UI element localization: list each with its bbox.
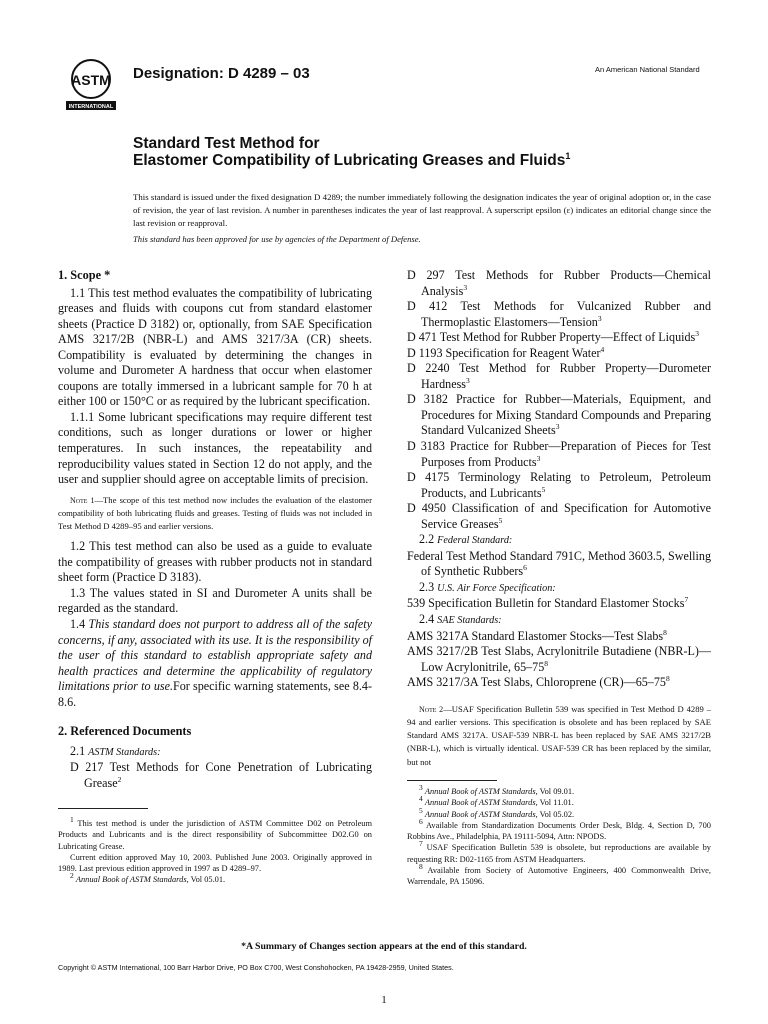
sae-standards-label	[407, 612, 711, 629]
footnote-3-tail: , Vol 09.01.	[535, 787, 575, 796]
ref-federal-text: Federal Test Method Standard 791C, Method 3603.5, Swelling of Synthetic Rubbers	[407, 548, 711, 579]
footnote-5	[407, 805, 711, 820]
astm-ref-item	[407, 439, 711, 470]
astm-logo-mark	[62, 55, 120, 113]
intro-paragraph: This standard is issued under the fixed designation D 4289; the number immediately following the designation indicates the year of original adoption or, in the case of revision, the year of last revision. A number in parentheses indicates the year of last reapproval. A superscript epsilon (ε) indicates an editorial change since the last revision or reapproval.	[133, 192, 711, 229]
footnote-1-edition: Current edition approved May 10, 2003. Published June 2003. Originally approved in 1989. Last previous edition approved in 1997 as D 4289–97.	[58, 852, 372, 874]
footnote-2-tail: , Vol 05.01.	[186, 875, 226, 885]
sae-ref-item-text: AMS 3217/2B Test Slabs, Acrylonitrile Butadiene (NBR-L)—Low Acrylonitrile, 65–75	[407, 644, 711, 674]
astm-ref-item-text: D 4175 Terminology Relating to Petroleum, Petroleum Products, and Lubricants	[407, 470, 711, 500]
footnote-3-italic: Annual Book of ASTM Standards	[424, 787, 536, 796]
astm-ref-item-text: D 297 Test Methods for Rubber Products—Chemical Analysis	[407, 268, 711, 298]
astm-ref-item-footnote: 3	[597, 313, 602, 323]
title-line-1: Standard Test Method for	[133, 135, 320, 152]
footnote-4-number: 4	[419, 794, 423, 804]
astm-ref-item-text: D 471 Test Method for Rubber Property—Effect of Liquids	[407, 330, 696, 345]
footnotes-left	[58, 815, 372, 886]
para-1-4-italic: This standard does not purport to address all of the safety concerns, if any, associated with its use. It is the responsibility of the user of this standard to establish appropriate safety and health practices and determine the applicability of regulatory limitations prior to use.	[58, 617, 372, 694]
footnote-1-text: This test method is under the jurisdiction of ASTM Committee D02 on Petroleum Products and Lubricants and is the direct responsibility of Subcommittee D02.G0 on Lubricating Grease.	[58, 819, 372, 851]
footnote-7-text: USAF Specification Bulletin 539 is obsolete, but reproductions are available by requesting RR: D02-1165 from ASTM Headquarters.	[407, 843, 711, 864]
sae-ref-item-footnote: 8	[663, 627, 667, 637]
summary-of-changes-note: *A Summary of Changes section appears at the end of this standard.	[241, 941, 527, 952]
footnote-2-italic: Annual Book of ASTM Standards	[75, 875, 187, 885]
astm-ref-item	[407, 330, 711, 346]
ref-usaf-text: 539 Specification Bulletin for Standard Elastomer Stocks	[407, 596, 685, 611]
usaf-spec-number: 2.3	[419, 579, 435, 594]
para-1-4-number: 1.4	[70, 617, 86, 631]
sae-ref-item-text: AMS 3217/3A Test Slabs, Chloroprene (CR)—65–75	[407, 675, 666, 690]
footnote-2-number: 2	[70, 871, 74, 881]
footnote-1	[58, 815, 372, 852]
footnote-5-number: 5	[419, 805, 423, 815]
footnote-8-text: Available from Society of Automotive Engineers, 400 Commonwealth Drive, Warrendale, PA 15096.	[407, 866, 711, 887]
footnote-4-italic: Annual Book of ASTM Standards	[424, 798, 536, 808]
sae-ref-item-text: AMS 3217A Standard Elastomer Stocks—Test Slabs	[407, 628, 664, 643]
section-scope-heading: 1. Scope *	[58, 268, 111, 282]
footnote-2	[58, 871, 372, 885]
title-line-2	[133, 152, 570, 170]
sae-ref-item-footnote: 8	[544, 658, 549, 668]
astm-logo	[62, 55, 120, 113]
footnote-4-tail: , Vol 11.01.	[535, 798, 574, 808]
astm-ref-item	[407, 346, 711, 362]
ref-usaf-539	[407, 596, 711, 612]
astm-ref-item	[407, 268, 711, 299]
federal-standard-label	[407, 532, 711, 549]
dod-approval-statement: This standard has been approved for use by agencies of the Department of Defense.	[133, 234, 421, 244]
astm-ref-item	[407, 470, 711, 501]
para-1-4	[58, 617, 372, 710]
para-1-1: 1.1 This test method evaluates the compatibility of lubricating greases and fluids with coupons cut from standard elastomer sheets (Practice D 3182) or, optionally, from SAE Specification AMS 3217/2B (NBR-L) and AMS 3217/3A (CR) sheets. Compatibility is evaluated by determining the changes in volume and Durometer A hardness that occur when elastomer coupons are totally immersed in a lubricant sample for 70 h at either 100 or 150°C or as required by the lubricant specification.	[58, 285, 372, 409]
astm-ref-item-text: D 1193 Specification for Reagent Water	[407, 345, 601, 360]
astm-ref-item	[407, 392, 711, 439]
astm-ref-item-text: D 3183 Practice for Rubber—Preparation of Pieces for Test Purposes from Products	[407, 439, 711, 469]
footnote-8	[407, 862, 711, 888]
left-column	[58, 268, 372, 791]
footnote-6	[407, 817, 711, 843]
title-text: Elastomer Compatibility of Lubricating Greases and Fluids	[133, 152, 566, 169]
astm-ref-item-text: D 412 Test Methods for Vulcanized Rubber and Thermoplastic Elastomers—Tension	[407, 299, 711, 329]
sae-standards-number: 2.4	[419, 612, 435, 627]
note-1-text: —The scope of this test method now includes the evaluation of the elastomer compatibility of both lubricating fluids and greases. Testing of fluids was not included in Test Method D 4289–95 and earlier versions.	[58, 494, 372, 532]
note-1	[58, 494, 372, 534]
para-1-1-1: 1.1.1 Some lubricant specifications may require different test conditions, such as longer durations or lower or higher temperatures. In such instances, the repeatability and reproducibility values stated in Section 12 do not apply, and the user and supplier should agree on acceptable limits of precision.	[58, 409, 372, 487]
footnote-rule-left	[58, 808, 148, 809]
astm-ref-item-footnote: 5	[541, 484, 546, 494]
footnote-rule-right	[407, 780, 497, 781]
astm-ref-item-text: D 2240 Test Method for Rubber Property—Durometer Hardness	[407, 361, 711, 391]
footnote-6-text: Available from Standardization Documents Order Desk, Bldg. 4, Section D, 700 Robbins Ave., Philadelphia, PA 19111-5094, Attn: NPODS.	[407, 820, 711, 842]
sae-standards-title: SAE Standards:	[437, 615, 502, 627]
astm-standards-number: 2.1	[70, 743, 86, 758]
footnote-8-number: 8	[419, 862, 423, 872]
right-column	[407, 268, 711, 769]
sae-ref-item-footnote: 8	[665, 674, 670, 684]
para-1-4-tail: For specific warning statements, see 8.4-8.6.	[58, 679, 373, 709]
astm-ref-item-footnote: 4	[600, 344, 605, 354]
footnote-7	[407, 839, 711, 865]
astm-standards-label	[58, 744, 372, 761]
astm-ref-item-text: D 4950 Classification of and Specification for Automotive Service Greases	[407, 501, 711, 531]
para-1-2: 1.2 This test method can also be used as a guide to evaluate the compatibility of greases with rubber products not in standard sheet form (Practice D 3183).	[58, 539, 372, 585]
footnote-1-number: 1	[70, 815, 74, 825]
note-1-label: Note 1	[70, 495, 95, 505]
astm-ref-item-footnote: 3	[463, 282, 468, 292]
footnote-3	[407, 783, 711, 797]
logo-subtext: INTERNATIONAL	[68, 104, 114, 110]
sae-standards-list	[407, 629, 711, 691]
national-standard-label: An American National Standard	[595, 65, 700, 74]
astm-ref-item-footnote: 5	[498, 515, 503, 525]
astm-ref-item-footnote: 3	[555, 422, 560, 432]
federal-standard-number: 2.2	[419, 532, 435, 547]
ref-federal-791c	[407, 549, 711, 580]
footnote-7-number: 7	[419, 839, 423, 849]
logo-text: ASTM	[71, 72, 111, 88]
copyright-notice: Copyright © ASTM International, 100 Barr Harbor Drive, PO Box C700, West Conshohocken, PA 19428-2959, United States.	[58, 963, 454, 972]
section-refdocs-heading: 2. Referenced Documents	[58, 724, 192, 739]
astm-standards-title: ASTM Standards:	[88, 746, 161, 758]
referenced-astm-list	[407, 268, 711, 532]
federal-standard-title: Federal Standard:	[437, 535, 513, 547]
ref-d217-footnote: 2	[117, 774, 122, 784]
sae-ref-item	[407, 629, 711, 645]
page-number: 1	[381, 994, 387, 1006]
usaf-spec-label	[407, 580, 711, 597]
astm-ref-item-text: D 3182 Practice for Rubber—Materials, Equipment, and Procedures for Mixing Standard Compounds and Preparing Standard Vulcanized Sheets	[407, 392, 711, 438]
astm-ref-item	[407, 361, 711, 392]
astm-ref-item-footnote: 3	[536, 453, 541, 463]
note-2	[407, 703, 711, 769]
ref-usaf-footnote: 7	[684, 595, 689, 605]
usaf-spec-title: U.S. Air Force Specification:	[437, 582, 556, 594]
footnote-5-italic: Annual Book of ASTM Standards	[424, 809, 536, 819]
ref-federal-footnote: 6	[523, 563, 527, 573]
title-footnote-ref: 1	[565, 150, 571, 161]
footnote-3-number: 3	[419, 783, 423, 793]
astm-ref-item-footnote: 3	[695, 329, 699, 339]
astm-ref-item	[407, 501, 711, 532]
sae-ref-item	[407, 644, 711, 675]
ref-d217	[58, 760, 372, 791]
astm-ref-item	[407, 299, 711, 330]
footnotes-right	[407, 783, 711, 888]
designation: Designation: D 4289 – 03	[133, 65, 310, 82]
sae-ref-item	[407, 675, 711, 691]
note-2-text: —USAF Specification Bulletin 539 was specified in Test Method D 4289 – 94 and earlier versions. This specification is obsolete and has been replaced by SAE Standard AMS 3217A. USAF-539 NBR-L has been replaced by SAE AMS 3217/2B (NBR-L), which is virtually identical. USAF-539 CR has been replaced by the similar, but not	[407, 703, 711, 767]
footnote-5-tail: , Vol 05.02.	[535, 809, 575, 819]
footnote-6-number: 6	[419, 817, 423, 827]
footnote-4	[407, 794, 711, 808]
note-2-label: Note 2	[419, 704, 444, 714]
ref-d217-text: D 217 Test Methods for Cone Penetration of Lubricating Grease	[70, 760, 372, 790]
para-1-3: 1.3 The values stated in SI and Durometer A units shall be regarded as the standard.	[58, 585, 372, 616]
astm-ref-item-footnote: 3	[466, 375, 470, 385]
